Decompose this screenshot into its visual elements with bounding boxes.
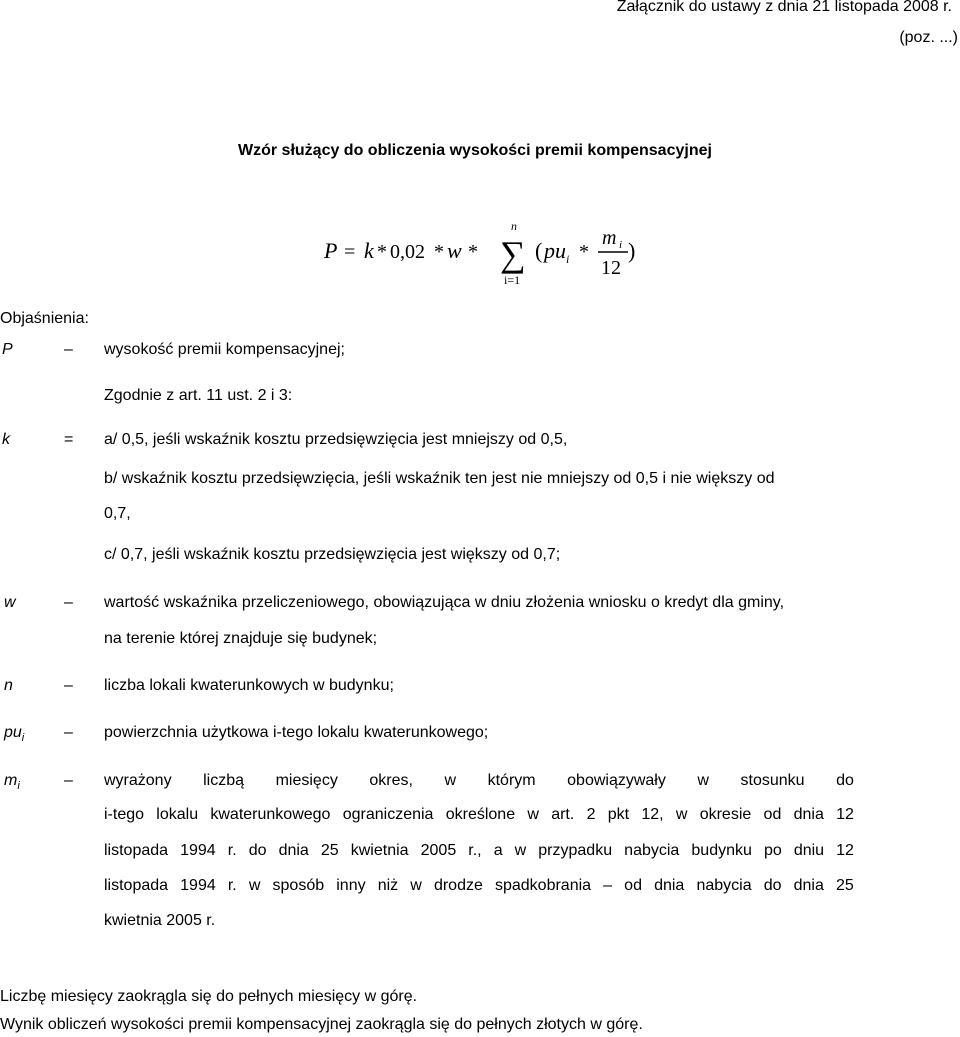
symbol-m-base: m (4, 772, 18, 789)
separator-pu: – (64, 724, 73, 741)
formula-open-paren: ( (535, 238, 543, 263)
justified-word: 12 (836, 842, 854, 859)
justified-word: od (624, 877, 642, 894)
desc-m-2 (104, 806, 854, 824)
desc-n: liczba lokali kwaterunkowych w budynku; (104, 677, 394, 694)
formula-equals: = (344, 241, 356, 263)
justified-word: w (248, 877, 261, 894)
justified-word: wyrażony (104, 772, 172, 789)
formula-k: k (364, 238, 374, 263)
justified-word: do (836, 772, 854, 789)
justified-word: okresie (699, 806, 752, 823)
justified-word: lokalu (156, 806, 199, 823)
separator-k: = (64, 431, 74, 448)
justified-word: pkt (607, 806, 630, 823)
justified-word: drodze (433, 877, 483, 894)
desc-m-3 (104, 842, 854, 860)
justified-word: stosunku (740, 772, 805, 789)
justified-word: 12 (836, 806, 854, 823)
rounding-note-months: Liczbę miesięcy zaokrągla się do pełnych miesięcy w górę. (0, 988, 418, 1005)
justified-word: 2 (586, 806, 596, 823)
justified-word: do (248, 842, 267, 859)
explanations-heading: Objaśnienia: (0, 310, 89, 327)
desc-w-2: na terenie której znajduje się budynek; (104, 630, 378, 647)
justified-word: do (763, 877, 782, 894)
symbol-w: w (4, 594, 16, 611)
desc-m-5: kwietnia 2005 r. (104, 912, 216, 929)
formula-sum-upper: n (511, 219, 517, 233)
justified-word: dniu (793, 842, 825, 859)
formula-graphic (322, 218, 642, 290)
formula-times-4: * (579, 241, 589, 263)
justified-word: w (410, 877, 422, 894)
justified-word: – (603, 877, 613, 894)
justified-word: obowiązywały (567, 772, 666, 789)
desc-p: wysokość premii kompensacyjnej; (104, 341, 345, 358)
justified-word: w (675, 806, 688, 823)
formula (322, 218, 642, 290)
desc-w-1: wartość wskaźnika przeliczeniowego, obowiązująca w dniu złożenia wniosku o kredyt dla gminy, (104, 594, 785, 611)
formula-times-2: * (434, 241, 444, 263)
formula-times-1: * (377, 241, 387, 263)
separator-w: – (64, 594, 73, 611)
annex-line: Załącznik do ustawy z dnia 21 listopada 2008 r. (616, 0, 952, 15)
formula-pu-sub: i (566, 252, 570, 266)
justified-word: r. (227, 877, 237, 894)
separator-m: – (64, 772, 73, 789)
position-line: (poz. ...) (899, 29, 958, 46)
rounding-note-result: Wynik obliczeń wysokości premii kompensacyjnej zaokrągla się do pełnych złotych w górę. (0, 1016, 643, 1033)
formula-w: w (447, 238, 462, 263)
desc-m-4 (104, 877, 854, 895)
justified-word: liczbą (203, 772, 245, 789)
justified-word: a (493, 842, 503, 859)
desc-k-b-cont: 0,7, (104, 505, 131, 522)
justified-word: kwietnia (350, 842, 409, 859)
justified-word: w (514, 842, 527, 859)
justified-word: określone (445, 806, 516, 823)
justified-word: r. (227, 842, 237, 859)
symbol-pu-sub: i (21, 732, 25, 744)
justified-word: w (527, 806, 539, 823)
desc-k-b: b/ wskaźnik kosztu przedsięwzięcia, jeśli wskaźnik ten jest nie mniejszy od 0,5 i nie większy od (104, 470, 775, 487)
justified-word: sposób (272, 877, 325, 894)
formula-sigma: ∑ (500, 234, 526, 274)
desc-m-1 (104, 772, 854, 790)
symbol-pu (4, 724, 24, 744)
justified-word: niż (377, 877, 399, 894)
formula-m: m (602, 227, 617, 249)
justified-word: 25 (320, 842, 339, 859)
desc-k-c: c/ 0,7, jeśli wskaźnik kosztu przedsięwzięcia jest większy od 0,7; (104, 546, 561, 563)
justified-word: listopada (104, 877, 169, 894)
symbol-k: k (2, 431, 10, 448)
symbol-p: P (2, 341, 13, 358)
justified-word: art. (551, 806, 575, 823)
justified-word: listopada (104, 842, 169, 859)
justified-word: ograniczenia (342, 806, 434, 823)
formula-sum-lower: i=1 (504, 273, 521, 287)
formula-close-paren: ) (628, 238, 636, 263)
justified-word: miesięcy (275, 772, 338, 789)
formula-pu: pu (544, 238, 566, 263)
justified-word: 25 (835, 877, 854, 894)
justified-word: dnia (793, 877, 824, 894)
document-title: Wzór służący do obliczenia wysokości premii kompensacyjnej (238, 142, 712, 159)
justified-word: 1994 (180, 877, 216, 894)
justified-word: dnia (278, 842, 309, 859)
separator-n: – (64, 677, 73, 694)
justified-word: od (763, 806, 782, 823)
justified-word: i-tego (104, 806, 145, 823)
symbol-pu-base: pu (4, 724, 22, 741)
justified-word: dnia (654, 877, 685, 894)
separator-p: – (64, 341, 73, 358)
formula-lhs: P (324, 238, 338, 263)
justified-word: spadkobrania (494, 877, 592, 894)
justified-word: okres, (369, 772, 413, 789)
symbol-m-sub: i (17, 780, 20, 792)
desc-pu: powierzchnia użytkowa i-tego lokalu kwaterunkowego; (104, 724, 489, 741)
symbol-n: n (4, 677, 13, 694)
justified-word: 12, (641, 806, 664, 823)
formula-m-sub: i (619, 239, 623, 251)
symbol-m (4, 772, 20, 792)
justified-word: nabycia (624, 842, 680, 859)
justified-word: w (697, 772, 709, 789)
formula-times-3: * (468, 241, 478, 263)
justified-word: dnia (793, 806, 824, 823)
legal-basis-note: Zgodnie z art. 11 ust. 2 i 3: (104, 387, 293, 404)
justified-word: budynku (691, 842, 752, 859)
justified-word: r., (468, 842, 482, 859)
justified-word: po (763, 842, 782, 859)
justified-word: kwaterunkowego (210, 806, 331, 823)
justified-word: w (444, 772, 457, 789)
desc-k-a: a/ 0,5, jeśli wskaźnik kosztu przedsięwzięcia jest mniejszy od 0,5, (104, 431, 568, 448)
formula-coefficient: 0,02 (390, 241, 425, 263)
formula-denominator: 12 (601, 257, 621, 279)
justified-word: inny (336, 877, 366, 894)
justified-word: którym (487, 772, 536, 789)
justified-word: 1994 (180, 842, 216, 859)
justified-word: przypadku (538, 842, 613, 859)
justified-word: 2005 (420, 842, 457, 859)
justified-word: nabycia (696, 877, 752, 894)
